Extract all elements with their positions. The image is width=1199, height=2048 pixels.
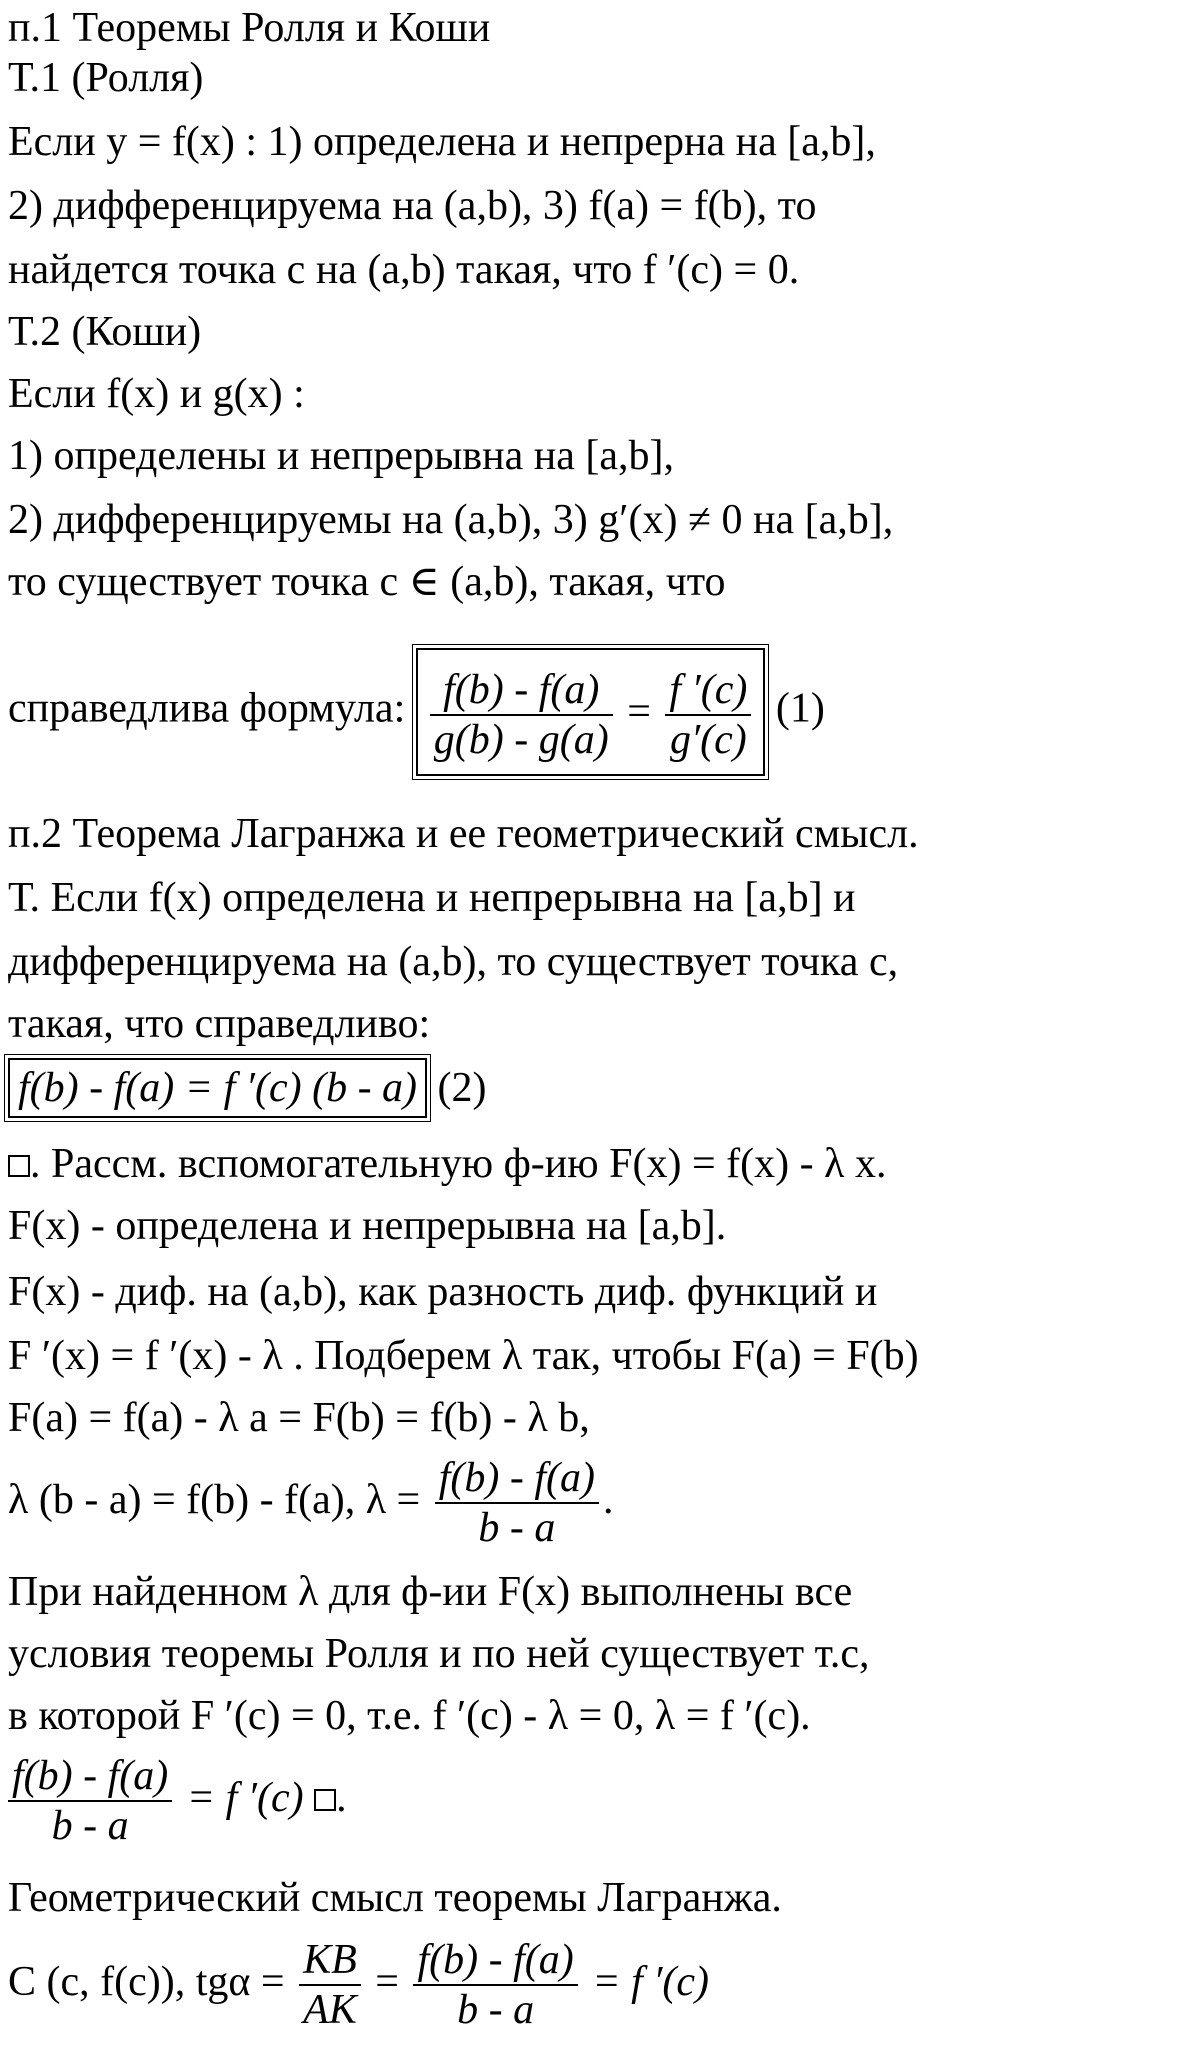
lagrange-formula-line <box>8 1058 487 1118</box>
fraction-left <box>430 666 613 764</box>
cauchy-formula-line <box>8 648 825 776</box>
proof-line-9: в которой F ′(c) = 0, т.е. f ′(c) - λ = 0, λ = f ′(c). <box>8 1693 811 1739</box>
result-fraction-denominator: b - a <box>51 1803 129 1850</box>
section-1-title: п.1 Теоремы Ролля и Коши <box>8 5 491 51</box>
proof-line-6-suffix: . <box>603 1477 614 1523</box>
proof-line-3: F(x) - диф. на (a,b), как разность диф. функций и <box>8 1269 878 1315</box>
theorem-rolle-title: Т.1 (Ролля) <box>8 55 204 101</box>
formula-equals: = <box>627 689 651 735</box>
rolle-line-1: Если y = f(x) : 1) определена и непрерна на [a,b], <box>8 119 876 165</box>
proof-line-8: условия теоремы Ролля и по ней существует т.c, <box>8 1631 870 1677</box>
geometric-meaning-title: Геометрический смысл теоремы Лагранжа. <box>8 1875 782 1921</box>
geometric-formula-line <box>8 1930 709 2034</box>
lagrange-line-1: Т. Если f(x) определена и непрерывна на [a,b] и <box>8 875 856 921</box>
fraction-left-denominator: g(b) - g(a) <box>433 717 609 764</box>
formula-tag-2: (2) <box>437 1065 487 1111</box>
lambda-fraction-numerator: f(b) - f(a) <box>435 1454 599 1504</box>
proof-line-7: При найденном λ для ф-ии F(x) выполнены все <box>8 1569 853 1615</box>
proof-line-2: F(x) - определена и непрерывна на [a,b]. <box>8 1203 727 1249</box>
slope-fraction <box>413 1936 577 2034</box>
formula-prefix: справедлива формула: <box>8 685 406 732</box>
geometric-equals: = <box>375 1959 399 2005</box>
kb-ak-numerator: KB <box>299 1936 361 1986</box>
cauchy-formula-box <box>416 648 766 776</box>
lagrange-line-3: такая, что справедливо: <box>8 1001 431 1047</box>
proof-start-square-icon <box>8 1155 30 1177</box>
proof-line-10-end: . <box>336 1775 347 1821</box>
proof-line-6-prefix: λ (b - a) = f(b) - f(a), λ = <box>8 1477 421 1523</box>
fraction-right-numerator: f ′(c) <box>665 666 751 716</box>
proof-line-1-text: . Рассм. вспомогательную ф-ию F(x) = f(x) - λ x. <box>30 1141 887 1187</box>
slope-fraction-denominator: b - a <box>457 1987 535 2034</box>
rolle-line-3: найдется точка с на (a,b) такая, что f ′(c) = 0. <box>8 247 800 293</box>
slope-fraction-numerator: f(b) - f(a) <box>413 1936 577 1986</box>
geometric-suffix: = f ′(c) <box>592 1959 710 2005</box>
proof-line-10-suffix: = f ′(c) <box>186 1775 304 1821</box>
lambda-fraction-denominator: b - a <box>478 1505 556 1552</box>
proof-end-square-icon <box>314 1789 336 1811</box>
cauchy-line-4: то существует точка c ∈ (a,b), такая, что <box>8 559 726 605</box>
cauchy-line-3: 2) дифференцируемы на (a,b), 3) g′(x) ≠ 0 на [a,b], <box>8 497 894 543</box>
result-fraction-numerator: f(b) - f(a) <box>8 1752 172 1802</box>
section-2-title: п.2 Теорема Лагранжа и ее геометрический смысл. <box>8 811 919 857</box>
lambda-fraction <box>435 1454 599 1552</box>
rolle-line-2: 2) дифференцируема на (a,b), 3) f(a) = f(b), то <box>8 183 817 229</box>
theorem-cauchy-title: Т.2 (Коши) <box>8 309 202 355</box>
fraction-right <box>665 666 751 764</box>
cauchy-line-2: 1) определены и непрерывна на [a,b], <box>8 433 674 479</box>
kb-ak-denominator: AK <box>303 1987 357 2034</box>
proof-line-6 <box>8 1450 614 1552</box>
proof-line-10 <box>8 1748 347 1850</box>
fraction-right-denominator: g′(c) <box>669 717 747 764</box>
proof-line-4: F ′(x) = f ′(x) - λ . Подберем λ так, чтобы F(a) = F(b) <box>8 1333 919 1379</box>
cauchy-line-1: Если f(x) и g(x) : <box>8 371 305 417</box>
fraction-left-numerator: f(b) - f(a) <box>430 666 613 716</box>
lagrange-line-2: дифференцируема на (a,b), то существует точка c, <box>8 939 899 985</box>
proof-line-1 <box>8 1138 886 1190</box>
proof-line-5: F(a) = f(a) - λ a = F(b) = f(b) - λ b, <box>8 1395 590 1441</box>
kb-ak-fraction <box>299 1936 361 2034</box>
geometric-prefix: C (c, f(c)), tgα = <box>8 1959 285 2005</box>
formula-tag-1: (1) <box>775 685 825 732</box>
result-fraction <box>8 1752 172 1850</box>
lagrange-formula-box: f(b) - f(a) = f ′(c) (b - a) <box>8 1058 427 1118</box>
